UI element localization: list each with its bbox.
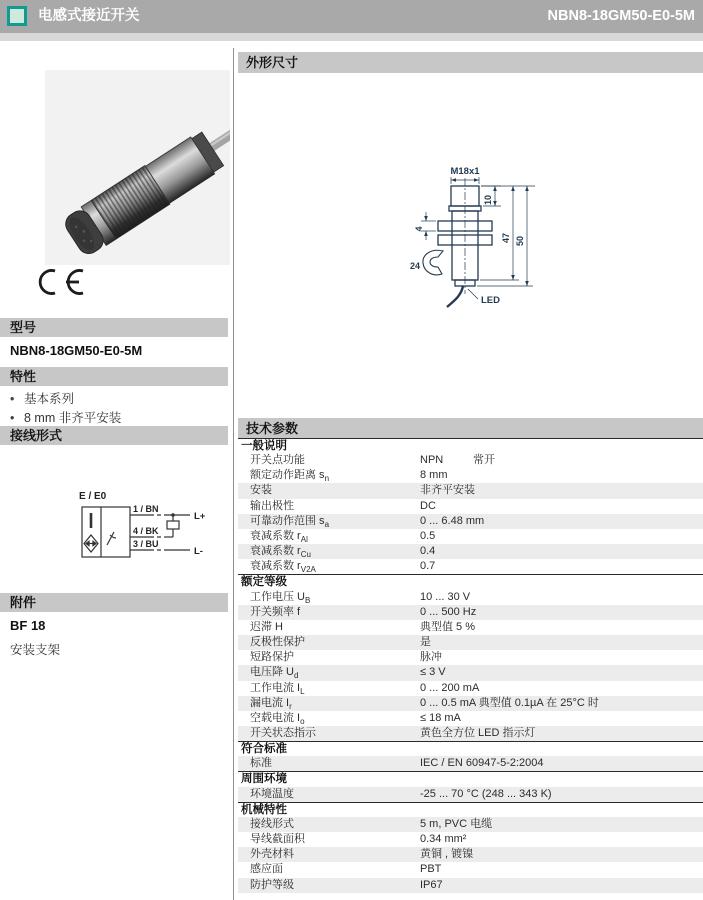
tech-row-value: IEC / EN 60947-5-2:2004 — [420, 757, 544, 770]
tech-row-label: 防护等级 — [250, 878, 294, 891]
tech-row-value: -25 ... 70 °C (248 ... 343 K) — [420, 787, 552, 800]
page-header — [0, 0, 703, 33]
tech-row-value: 黄色全方位 LED 指示灯 — [420, 726, 536, 739]
tech-row-value: 0.5 — [420, 529, 436, 542]
header-substrip — [0, 33, 703, 41]
tech-row-value: 典型值 5 % — [420, 620, 476, 633]
tech-row-label: 额定动作距离 $s_n$ — [250, 469, 330, 484]
tech-row-value: NPN — [420, 454, 444, 467]
tech-row-label: 迟滞 H — [250, 620, 283, 633]
tech-row — [238, 726, 703, 741]
tech-row — [238, 665, 703, 680]
tech-row-label: 输出极性 — [250, 499, 294, 512]
accessory-description: 安装支架 — [10, 643, 61, 657]
tech-row — [238, 862, 703, 877]
product-photo — [45, 70, 230, 265]
section-header-features: 特性 — [0, 367, 228, 386]
tech-section-header: 额定等级 — [238, 574, 703, 589]
dimension-drawing — [405, 148, 595, 333]
tech-section-header: 周围环境 — [238, 771, 703, 786]
tech-row — [238, 529, 703, 544]
tech-row-value: 0 ... 200 mA — [420, 681, 480, 694]
tech-row-value: 0 ... 500 Hz — [420, 605, 477, 618]
tech-row-label: 工作电压 $U_B$ — [250, 590, 311, 605]
tech-row-value: 非齐平安装 — [420, 484, 475, 497]
tech-row — [238, 756, 703, 771]
tech-row — [238, 453, 703, 468]
tech-row-value: DC — [420, 499, 436, 512]
tech-row-label: 外壳材料 — [250, 848, 294, 861]
dim-nut-height: 4 — [414, 226, 424, 232]
tech-row-value: 0 ... 6.48 mm — [420, 514, 485, 527]
section-header-connection: 接线形式 — [0, 426, 228, 445]
wire-4-label: 4 / BK — [133, 526, 159, 536]
dim-length-inner: 47 — [501, 232, 511, 244]
dim-led-label: LED — [481, 295, 500, 306]
tech-row — [238, 483, 703, 498]
tech-row-label: 空载电流 $I_o$ — [250, 711, 305, 726]
tech-section-header: 一般说明 — [238, 438, 703, 453]
tech-row-value: IP67 — [420, 878, 443, 891]
tech-row — [238, 620, 703, 635]
model-number: NBN8-18GM50-E0-5M — [10, 343, 143, 358]
dim-thread-label: M18x1 — [450, 166, 480, 177]
tech-row-label: 感应面 — [250, 863, 283, 876]
wire-1-label: 1 / BN — [133, 504, 159, 514]
tech-row-value: 是 — [420, 636, 431, 649]
tech-row-value: 0.34 mm² — [420, 833, 467, 846]
terminal-lminus: L- — [194, 546, 203, 557]
tech-row — [238, 514, 703, 529]
tech-row — [238, 711, 703, 726]
tech-row-label: 漏电流 $I_r$ — [250, 696, 292, 711]
tech-row — [238, 635, 703, 650]
tech-row-value: 5 m, PVC 电缆 — [420, 817, 493, 830]
terminal-lplus: L+ — [194, 511, 206, 522]
tech-row-value: 0.7 — [420, 560, 436, 573]
tech-row — [238, 650, 703, 665]
tech-row-value: 脉冲 — [420, 651, 442, 664]
tech-row — [238, 832, 703, 847]
tech-row — [238, 878, 703, 893]
brand-square-icon — [7, 6, 27, 26]
tech-row-label: 标准 — [250, 757, 272, 770]
tech-row-value: 10 ... 30 V — [420, 590, 471, 603]
column-divider — [233, 48, 234, 900]
section-header-dimensions: 外形尺寸 — [238, 52, 703, 73]
tech-row — [238, 696, 703, 711]
tech-row-value: 黄铜 , 镀镍 — [420, 848, 474, 861]
tech-row-value: ≤ 3 V — [420, 666, 446, 679]
tech-row — [238, 817, 703, 832]
dim-wrench-size: 24 — [410, 261, 421, 271]
tech-row-label: 工作电流 $I_L$ — [250, 681, 305, 696]
features-list — [10, 390, 121, 428]
tech-row — [238, 468, 703, 483]
tech-section-header: 符合标准 — [238, 741, 703, 756]
tech-row-label: 环境温度 — [250, 787, 294, 800]
tech-row-label: 衰减系数 $r_{Al}$ — [250, 529, 308, 545]
tech-row-label: 开关点功能 — [250, 454, 305, 467]
tech-row-label: 衰减系数 $r_{Cu}$ — [250, 545, 311, 560]
section-header-model: 型号 — [0, 318, 228, 337]
accessory-name: BF 18 — [10, 618, 46, 633]
tech-row — [238, 605, 703, 620]
header-model-number: NBN8-18GM50-E0-5M — [547, 8, 695, 24]
tech-row — [238, 499, 703, 514]
tech-row-label: 接线形式 — [250, 817, 294, 830]
tech-row — [238, 847, 703, 862]
tech-row-value: ≤ 18 mA — [420, 711, 461, 724]
feature-item: • 8 mm 非齐平安装 — [10, 409, 121, 428]
section-header-tech: 技术参数 — [238, 418, 703, 439]
tech-row-label: 可靠动作范围 $s_a$ — [250, 514, 330, 529]
dim-length-outer: 50 — [515, 235, 525, 247]
tech-row-label: 开关状态指示 — [250, 726, 316, 739]
feature-item: • 基本系列 — [10, 390, 121, 409]
tech-row-value: 0.4 — [420, 545, 436, 558]
tech-row — [238, 681, 703, 696]
tech-row-value: 0 ... 0.5 mA 典型值 0.1µA 在 25°C 时 — [420, 696, 599, 709]
tech-row-label: 短路保护 — [250, 651, 294, 664]
tech-row-label: 电压降 $U_d$ — [250, 666, 299, 681]
tech-row-label: 安装 — [250, 484, 272, 497]
tech-row-value2: 常开 — [473, 454, 495, 467]
tech-row — [238, 559, 703, 574]
tech-row — [238, 544, 703, 559]
tech-row-label: 开关频率 f — [250, 605, 301, 618]
tech-row-label: 衰减系数 $r_{V2A}$ — [250, 560, 316, 575]
tech-section-header: 机械特性 — [238, 802, 703, 817]
dim-head-height: 10 — [483, 194, 493, 206]
wiring-type-label: E / E0 — [79, 491, 107, 502]
tech-row-label: 反极性保护 — [250, 636, 305, 649]
tech-row-label: 导线截面积 — [250, 833, 305, 846]
tech-row — [238, 787, 703, 802]
tech-row — [238, 590, 703, 605]
tech-row-value: 8 mm — [420, 469, 448, 482]
tech-table — [238, 438, 703, 893]
page-title: 电感式接近开关 — [38, 8, 140, 24]
section-header-accessories: 附件 — [0, 593, 228, 612]
ce-mark — [33, 266, 91, 303]
tech-row-value: PBT — [420, 863, 442, 876]
wire-3-label: 3 / BU — [133, 539, 159, 549]
wiring-diagram — [22, 452, 227, 607]
